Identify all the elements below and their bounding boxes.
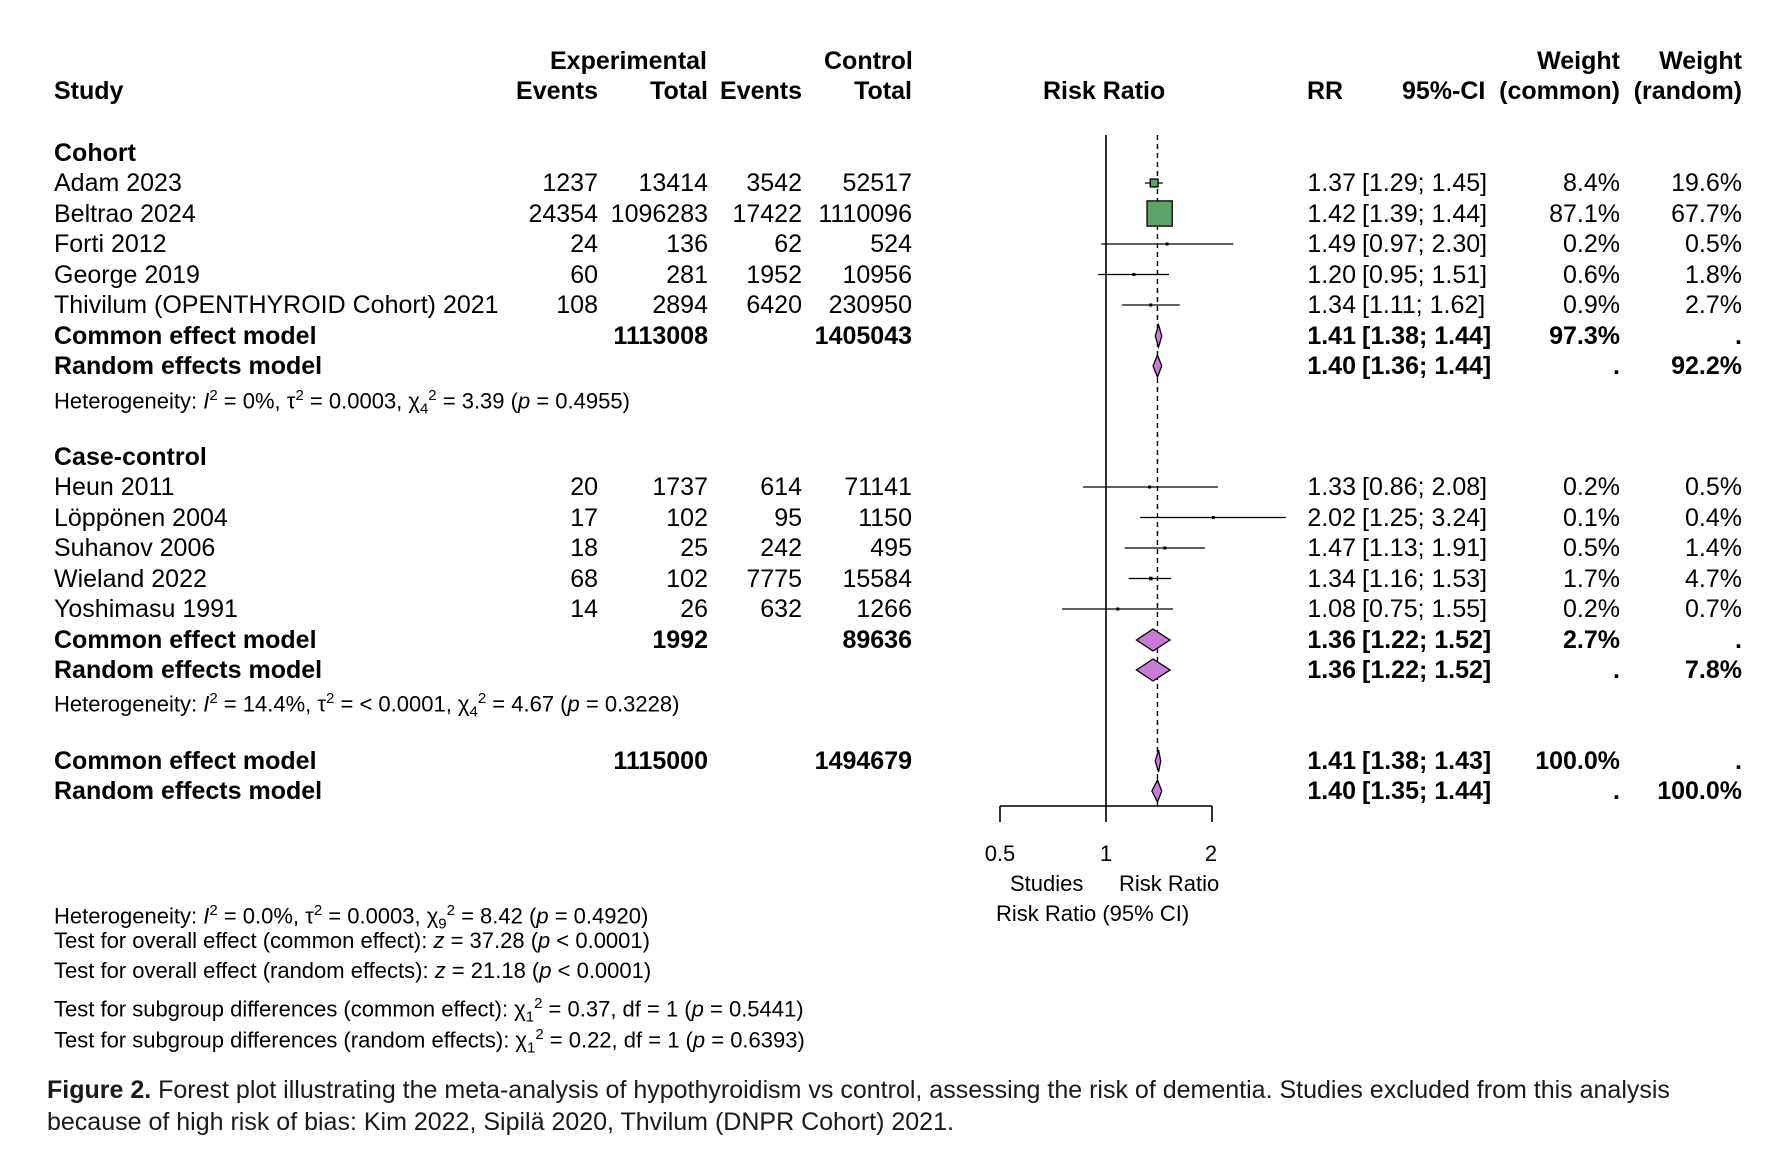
study-ci: [1.29; 1.45] <box>1362 169 1488 197</box>
common-ctl-total: 89636 <box>842 626 912 654</box>
study-ci: [1.13; 1.91] <box>1362 534 1488 562</box>
study-e-tot: 1096283 <box>610 199 708 228</box>
header-weight-common-sub: (common) <box>1499 77 1620 105</box>
summary-diamond <box>1155 325 1162 347</box>
header-exp-total: Total <box>650 77 708 105</box>
study-c-tot: 52517 <box>842 169 912 197</box>
caption-label: Figure 2. <box>47 1076 152 1104</box>
common-model-rr: 1.41 <box>1307 322 1356 350</box>
test-overall-random: Test for overall effect (random effects): z = 21.18 (p < 0.0001) <box>54 958 652 983</box>
common-exp-total: 1992 <box>652 626 708 654</box>
axis-label-risk-ratio: Risk Ratio <box>1119 871 1220 896</box>
axis-tick-label-1: 1 <box>1099 841 1113 866</box>
overall-random-w-common: . <box>1613 777 1620 805</box>
axis-tick-label-0.5: 0.5 <box>984 841 1016 866</box>
header-control: Control <box>824 47 913 75</box>
study-e-ev: 108 <box>556 291 598 319</box>
study-c-tot: 524 <box>870 230 912 258</box>
study-ci: [1.16; 1.53] <box>1362 564 1488 593</box>
test-subgroup-random: Test for subgroup differences (random effects): $\chi_1^2 = 0.22$, df = 1 (p = 0.6393) <box>54 1026 805 1057</box>
study-rr: 1.33 <box>1307 473 1356 501</box>
overall-random-ci: [1.35; 1.44] <box>1362 777 1492 805</box>
common-model-rr: 1.36 <box>1307 626 1356 654</box>
study-w-random: 67.7% <box>1671 199 1742 228</box>
common-ctl-total: 1405043 <box>814 322 912 350</box>
study-w-random: 1.4% <box>1685 534 1742 562</box>
study-e-tot: 281 <box>666 260 708 289</box>
study-e-tot: 102 <box>666 503 708 532</box>
study-square <box>1150 179 1158 187</box>
subgroup-title: Cohort <box>54 139 136 167</box>
study-w-common: 0.5% <box>1563 534 1620 562</box>
study-e-tot: 26 <box>680 595 708 623</box>
study-study: Forti 2012 <box>54 230 167 258</box>
random-model-w-common: . <box>1613 656 1620 684</box>
study-square <box>1165 243 1168 246</box>
study-e-ev: 17 <box>570 503 598 532</box>
study-e-tot: 102 <box>666 564 708 593</box>
study-study: Beltrao 2024 <box>54 199 196 228</box>
study-c-tot: 1266 <box>856 595 912 623</box>
study-w-common: 0.9% <box>1563 291 1620 319</box>
study-square <box>1132 273 1135 276</box>
header-weight-random: Weight <box>1659 47 1742 75</box>
study-e-tot: 25 <box>680 534 708 562</box>
header-study: Study <box>54 77 124 105</box>
overall-common-w-random: . <box>1735 747 1742 775</box>
overall-ctl-total: 1494679 <box>814 747 912 775</box>
random-model-rr: 1.36 <box>1307 656 1356 684</box>
study-e-tot: 2894 <box>652 291 708 319</box>
common-model-label: Common effect model <box>54 626 317 654</box>
study-rr: 1.42 <box>1307 199 1356 228</box>
header-weight-random-sub: (random) <box>1633 77 1742 105</box>
study-c-ev: 17422 <box>732 199 802 228</box>
common-exp-total: 1113008 <box>613 322 708 350</box>
caption-text: Forest plot illustrating the meta-analysis of hypothyroidism vs control, assessing the risk of dementia. Studies excluded from this analysis because of high risk of bias: Kim 2022, Sipilä 2020, Thvilum (DNPR Cohort) 2021. <box>47 1076 1670 1136</box>
study-c-tot: 495 <box>870 534 912 562</box>
header-weight-common: Weight <box>1537 47 1620 75</box>
axis-label-bottom: Risk Ratio (95% CI) <box>996 901 1190 926</box>
header-exp-events: Events <box>516 77 598 105</box>
study-w-random: 0.4% <box>1685 503 1742 532</box>
common-model-label: Common effect model <box>54 322 317 350</box>
common-model-w-common: 2.7% <box>1563 626 1620 654</box>
study-study: Thivilum (OPENTHYROID Cohort) 2021 <box>54 291 499 319</box>
study-w-random: 1.8% <box>1685 260 1742 289</box>
study-e-ev: 1237 <box>542 169 598 197</box>
overall-exp-total: 1115000 <box>613 747 708 775</box>
common-model-ci: [1.22; 1.52] <box>1362 626 1492 654</box>
study-w-common: 8.4% <box>1563 169 1620 197</box>
subgroup-title: Case-control <box>54 443 207 471</box>
test-subgroup-common: Test for subgroup differences (common effect): $\chi_1^2 = 0.37$, df = 1 (p = 0.5441) <box>54 995 804 1026</box>
study-rr: 1.49 <box>1307 230 1356 258</box>
study-ci: [1.25; 3.24] <box>1362 503 1488 532</box>
random-model-ci: [1.36; 1.44] <box>1362 352 1492 380</box>
study-c-ev: 3542 <box>746 169 802 197</box>
study-c-tot: 71141 <box>844 473 912 501</box>
study-w-random: 4.7% <box>1685 564 1742 593</box>
random-model-w-common: . <box>1613 352 1620 380</box>
study-study: Löppönen 2004 <box>54 503 228 532</box>
study-study: Wieland 2022 <box>54 564 207 593</box>
figure-caption <box>47 1074 1737 1138</box>
study-c-ev: 1952 <box>746 260 802 289</box>
study-w-random: 0.5% <box>1685 230 1742 258</box>
study-w-common: 0.2% <box>1563 595 1620 623</box>
study-e-ev: 24354 <box>528 199 598 228</box>
common-model-ci: [1.38; 1.44] <box>1362 322 1492 350</box>
overall-common-rr: 1.41 <box>1307 747 1356 775</box>
random-model-w-random: 92.2% <box>1671 352 1742 380</box>
study-e-ev: 68 <box>570 564 598 593</box>
study-w-common: 0.1% <box>1563 503 1620 532</box>
header-rr: RR <box>1307 77 1344 105</box>
overall-common-ci: [1.38; 1.43] <box>1362 747 1492 775</box>
study-ci: [0.86; 2.08] <box>1362 473 1488 501</box>
axis-label-studies: Studies <box>1010 871 1084 896</box>
summary-diamond <box>1136 659 1170 681</box>
study-c-ev: 6420 <box>746 291 802 319</box>
study-w-common: 87.1% <box>1549 199 1620 228</box>
study-square <box>1212 516 1215 519</box>
study-square <box>1116 608 1119 611</box>
header-risk-ratio: Risk Ratio <box>1043 77 1166 105</box>
study-c-tot: 1110096 <box>818 199 912 228</box>
summary-diamond <box>1136 629 1170 651</box>
common-model-w-random: . <box>1735 322 1742 350</box>
study-w-random: 19.6% <box>1671 169 1742 197</box>
cohort-heterogeneity: Heterogeneity: $I^2 = 0\%$, $\tau^2 = 0.0003$, $\chi_4^2 = 3.39$ (p = 0.4955) <box>54 387 630 418</box>
study-w-common: 1.7% <box>1563 564 1620 593</box>
study-study: Heun 2011 <box>54 473 175 501</box>
study-rr: 1.20 <box>1307 260 1356 289</box>
study-square <box>1148 486 1151 489</box>
study-w-random: 2.7% <box>1685 291 1742 319</box>
study-ci: [1.39; 1.44] <box>1362 199 1488 228</box>
axis-tick-label-2: 2 <box>1204 841 1218 866</box>
study-w-common: 0.2% <box>1563 473 1620 501</box>
study-rr: 1.47 <box>1307 534 1356 562</box>
header-ctl-events: Events <box>720 77 802 105</box>
study-e-tot: 1737 <box>652 473 708 501</box>
study-c-tot: 230950 <box>828 291 912 319</box>
random-model-rr: 1.40 <box>1307 352 1356 380</box>
study-e-ev: 60 <box>570 260 598 289</box>
summary-diamond <box>1153 355 1162 377</box>
header-ctl-total: Total <box>854 77 912 105</box>
study-c-tot: 15584 <box>842 564 912 593</box>
study-rr: 1.37 <box>1307 169 1356 197</box>
study-w-random: 0.7% <box>1685 595 1742 623</box>
overall-random-rr: 1.40 <box>1307 777 1356 805</box>
study-c-ev: 632 <box>760 595 802 623</box>
summary-diamond <box>1152 780 1162 802</box>
study-ci: [0.95; 1.51] <box>1362 260 1488 289</box>
study-e-ev: 24 <box>570 230 598 258</box>
study-e-ev: 20 <box>570 473 598 501</box>
overall-random-w-random: 100.0% <box>1657 777 1742 805</box>
study-square <box>1163 547 1166 550</box>
study-square <box>1147 201 1172 226</box>
study-c-tot: 10956 <box>842 260 912 289</box>
study-c-ev: 62 <box>774 230 802 258</box>
study-e-ev: 14 <box>570 595 598 623</box>
case-control-heterogeneity: Heterogeneity: $I^2 = 14.4\%$, $\tau^2$ = < 0.0001, $\chi_4^2 = 4.67$ (p = 0.3228) <box>54 690 680 721</box>
study-c-ev: 95 <box>774 503 802 532</box>
study-study: Yoshimasu 1991 <box>54 595 238 623</box>
overall-common-w-common: 100.0% <box>1535 747 1620 775</box>
study-c-ev: 242 <box>760 534 802 562</box>
overall-common-label: Common effect model <box>54 747 317 775</box>
study-square <box>1149 304 1152 307</box>
study-rr: 1.34 <box>1307 291 1356 319</box>
header-ci: 95%-CI <box>1402 77 1486 105</box>
study-e-tot: 13414 <box>638 169 708 197</box>
random-model-label: Random effects model <box>54 352 323 380</box>
study-rr: 2.02 <box>1307 503 1356 532</box>
study-rr: 1.34 <box>1307 564 1356 593</box>
header-experimental: Experimental <box>550 47 708 75</box>
study-study: Suhanov 2006 <box>54 534 216 562</box>
study-w-common: 0.2% <box>1563 230 1620 258</box>
overall-heterogeneity: Heterogeneity: $I^2 = 0.0\%$, $\tau^2 = 0.0003$, $\chi_9^2 = 8.42$ (p = 0.4920) <box>54 902 649 933</box>
common-model-w-common: 97.3% <box>1549 322 1620 350</box>
random-model-label: Random effects model <box>54 656 323 684</box>
study-e-ev: 18 <box>570 534 598 562</box>
study-study: George 2019 <box>54 260 200 289</box>
study-w-random: 0.5% <box>1685 473 1742 501</box>
random-model-ci: [1.22; 1.52] <box>1362 656 1492 684</box>
test-overall-common: Test for overall effect (common effect): z = 37.28 (p < 0.0001) <box>54 928 650 953</box>
study-e-tot: 136 <box>666 230 708 258</box>
study-c-ev: 7775 <box>746 564 802 593</box>
study-c-ev: 614 <box>760 473 802 501</box>
overall-random-label: Random effects model <box>54 777 323 805</box>
study-ci: [0.75; 1.55] <box>1362 595 1488 623</box>
study-rr: 1.08 <box>1307 595 1356 623</box>
study-ci: [0.97; 2.30] <box>1362 230 1488 258</box>
random-model-w-random: 7.8% <box>1685 656 1742 684</box>
study-ci: [1.11; 1.62] <box>1362 291 1486 319</box>
study-square <box>1149 577 1153 581</box>
study-study: Adam 2023 <box>54 169 182 197</box>
study-w-common: 0.6% <box>1563 260 1620 289</box>
summary-diamond <box>1155 750 1160 772</box>
common-model-w-random: . <box>1735 626 1742 654</box>
study-c-tot: 1150 <box>858 503 912 532</box>
